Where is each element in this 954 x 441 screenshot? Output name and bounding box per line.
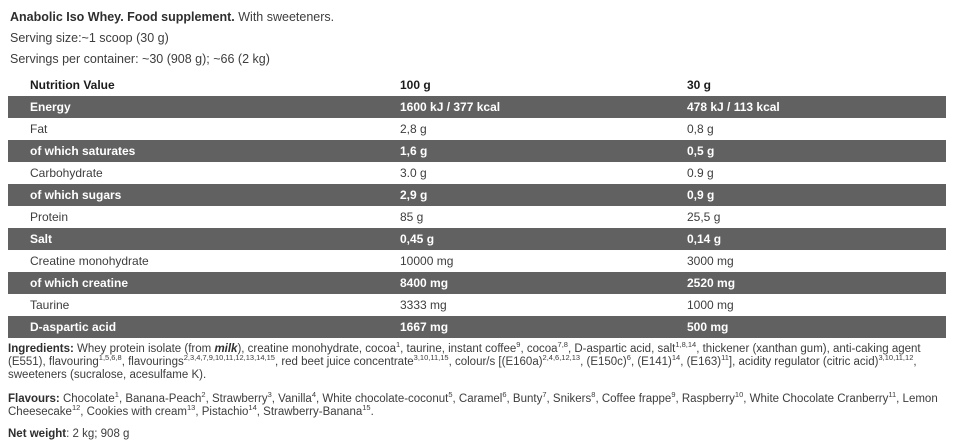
table-row [8,228,946,250]
row-value-30g: 0.9 g [687,166,714,180]
row-value-30g: 0,14 g [687,232,722,246]
row-label: Salt [30,232,53,246]
net-weight-line: Net weight: 2 kg; 908 g [8,428,130,440]
nutrition-table-body [8,96,946,338]
table-row [8,272,946,294]
row-value-30g: 0,9 g [687,188,715,202]
table-row [8,140,946,162]
table-row [8,316,946,338]
row-value-30g: 0,8 g [687,122,714,136]
row-value-100g: 2,9 g [400,188,428,202]
row-value-100g: 10000 mg [400,254,454,268]
row-value-30g: 3000 mg [687,254,734,268]
product-title-suffix: With sweeteners. [234,10,335,24]
row-value-100g: 1667 mg [400,320,449,334]
row-value-100g: 8400 mg [400,276,449,290]
row-label: Fat [30,122,48,136]
serving-size-line: Serving size:~1 scoop (30 g) [10,31,169,45]
row-value-30g: 1000 mg [687,298,734,312]
row-value-100g: 0,45 g [400,232,435,246]
row-value-30g: 25,5 g [687,210,721,224]
row-label: Protein [30,210,69,224]
product-header [0,0,954,70]
row-value-30g: 500 mg [687,320,729,334]
table-row [8,118,946,140]
ingredients-paragraph: Ingredients: Whey protein isolate (from milk), creatine monohydrate, cocoa$^1$, taurine, instant coffee$^9$, cocoa$^{7,8}$, D-aspartic acid, salt$^{1,8,14}$, thickener (xanthan gum), anti-caking agent (E551), flavouring$^{1,5,6,8}$, flavourings$^{2,3,4,7,9,10,11,12,13,14,15}$, red beet juice concentrate$^{3,10,11,15}$, colour/s [$(E160a)^{2,4,6,12,13}$, $(E150c)^6$, $(E141)^{14}$, $(E163)^{11}$], acidity regulator (citric acid)$^{3,10,11,12}$, sweeteners (sucralose, acesulfame K). [8,340,921,381]
row-value-100g: 85 g [400,210,424,224]
row-value-30g: 478 kJ / 113 kcal [687,100,780,114]
table-row [8,294,946,316]
header-nutrition-value: Nutrition Value [30,78,115,92]
nutrition-table [8,74,946,338]
row-value-100g: 3333 mg [400,298,447,312]
row-label: Creatine monohydrate [30,254,149,268]
row-label: of which sugars [30,188,122,202]
row-label: Taurine [30,298,70,312]
table-row [8,250,946,272]
servings-per-container-line: Servings per container: ~30 (908 g); ~66 (2 kg) [10,52,270,66]
row-label: Energy [30,100,71,114]
table-row [8,184,946,206]
row-value-30g: 0,5 g [687,144,715,158]
row-value-30g: 2520 mg [687,276,736,290]
row-label: of which creatine [30,276,129,290]
row-value-100g: 3.0 g [400,166,427,180]
row-value-100g: 1,6 g [400,144,428,158]
row-label: D-aspartic acid [30,320,117,334]
row-value-100g: 1600 kJ / 377 kcal [400,100,501,114]
product-title-line [10,7,954,28]
table-row [8,162,946,184]
table-header-row [8,74,946,96]
table-row [8,206,946,228]
header-100g: 100 g [400,78,431,92]
flavours-paragraph: Flavours: Chocolate$^1$, Banana-Peach$^2$, Strawberry$^3$, Vanilla$^4$, White chocolate-coconut$^5$, Caramel$^6$, Bunty$^7$, Snikers$^8$, Coffee frappe$^9$, Raspberry$^{10}$, White Chocolate Cranberry$^{11}$, Lemon Cheesecake$^{12}$, Cookies with cream$^{13}$, Pistachio$^{14}$, Strawberry-Banana$^{15}$. [8,390,938,418]
row-label: Carbohydrate [30,166,103,180]
row-value-100g: 2,8 g [400,122,427,136]
product-title: Anabolic Iso Whey. Food supplement. [10,10,235,24]
header-30g: 30 g [687,78,712,92]
table-row [8,96,946,118]
row-label: of which saturates [30,144,136,158]
